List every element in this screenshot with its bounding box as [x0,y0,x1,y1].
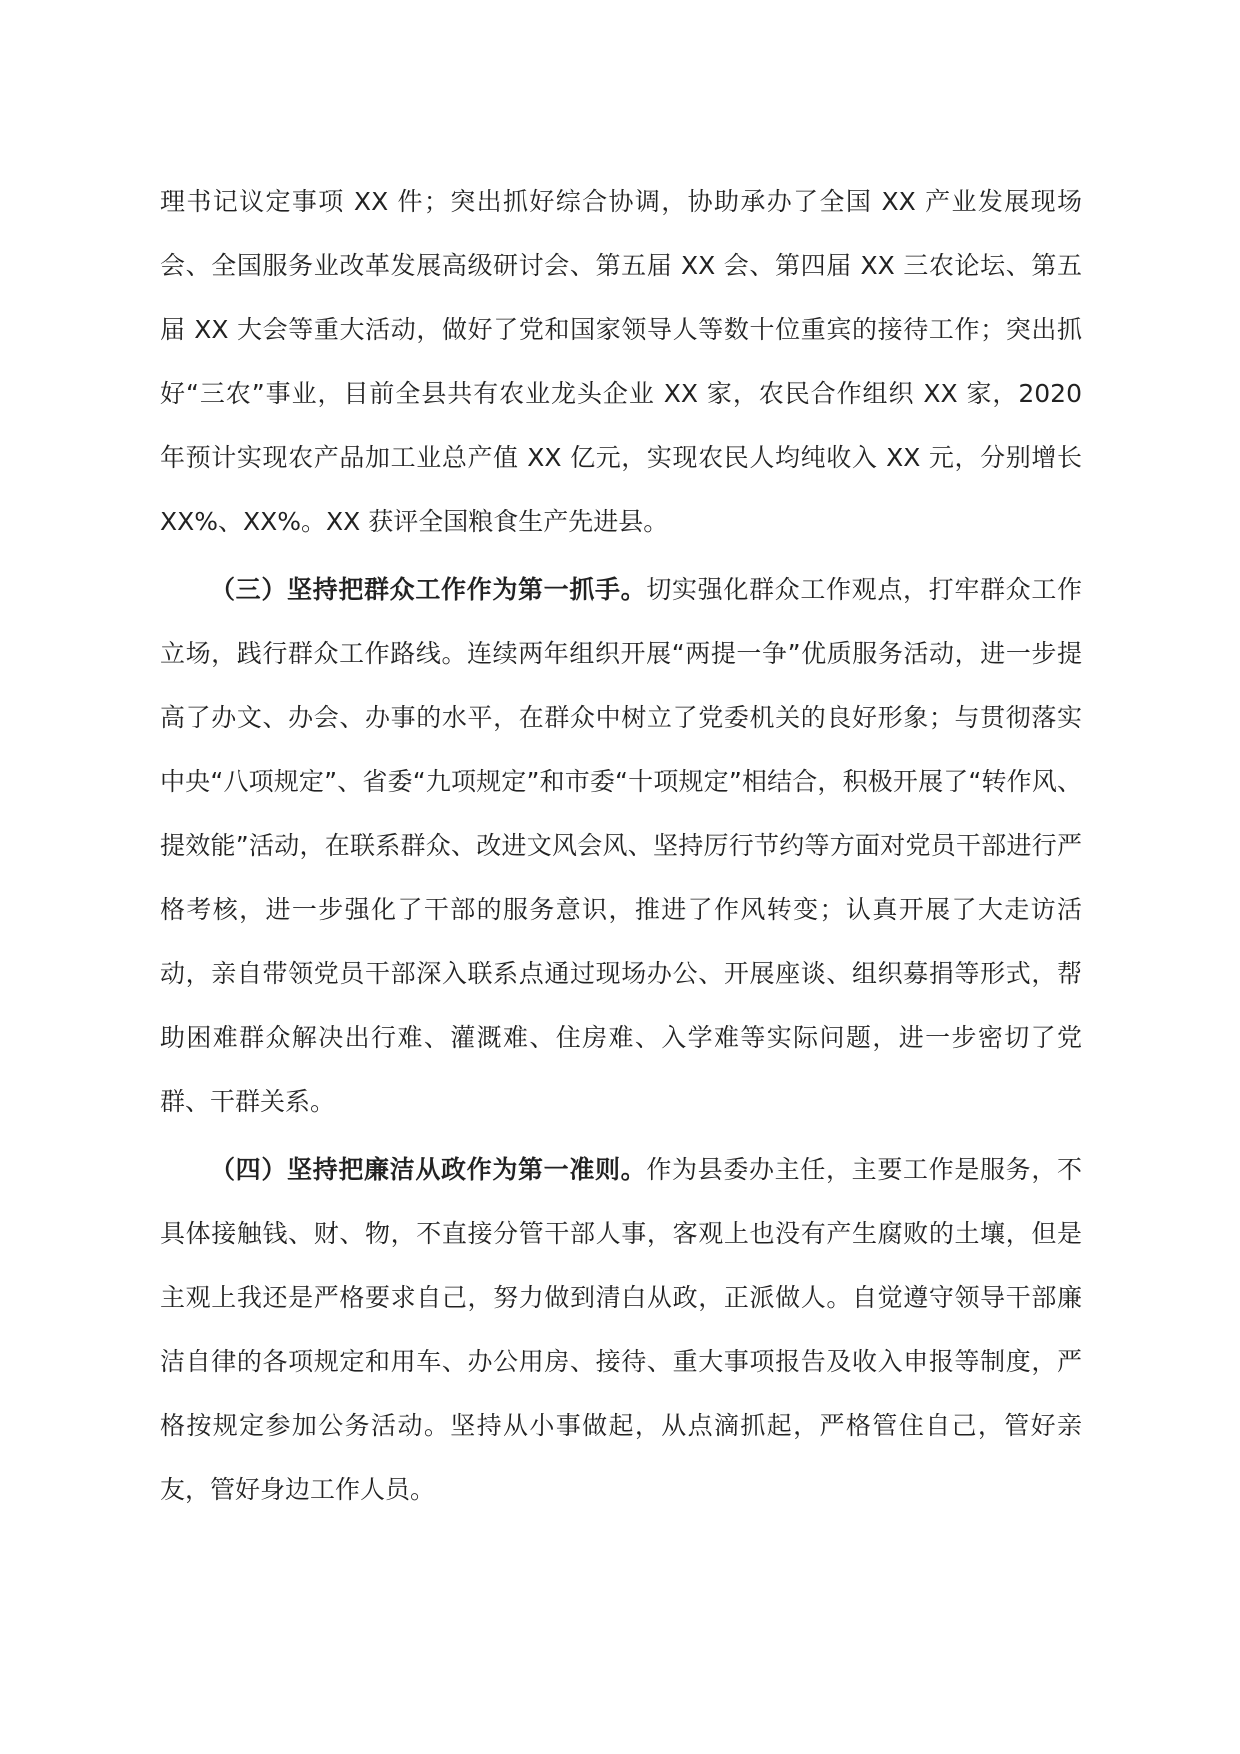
section-3-body: 切实强化群众工作观点，打牢群众工作立场，践行群众工作路线。连续两年组织开展“两提一争”优质服务活动，进一步提高了办文、办会、办事的水平，在群众中树立了党委机关的良好形象；与贯彻落实中央“八项规定”、省委“九项规定”和市委“十项规定”相结合，积极开展了“转作风、提效能”活动，在联系群众、改进文风会风、坚持厉行节约等方面对党员干部进行严格考核，进一步强化了干部的服务意识，推进了作风转变；认真开展了大走访活动，亲自带领党员干部深入联系点通过现场办公、开展座谈、组织募捐等形式，帮助困难群众解决出行难、灌溉难、住房难、入学难等实际问题，进一步密切了党群、干群关系。 [160,575,1082,1116]
section-3-paragraph [160,558,1082,1134]
section-4-heading: （四）坚持把廉洁从政作为第一准则。 [210,1155,647,1184]
section-3-heading: （三）坚持把群众工作作为第一抓手。 [210,575,647,604]
section-4-body: 作为县委办主任，主要工作是服务，不具体接触钱、财、物，不直接分管干部人事，客观上也没有产生腐败的土壤，但是主观上我还是严格要求自己，努力做到清白从政，正派做人。自觉遵守领导干部廉洁自律的各项规定和用车、办公用房、接待、重大事项报告及收入申报等制度，严格按规定参加公务活动。坚持从小事做起，从点滴抓起，严格管住自己，管好亲友，管好身边工作人员。 [160,1155,1082,1504]
document-body [160,170,1082,1522]
section-4-paragraph [160,1138,1082,1522]
paragraph-text: 理书记议定事项 XX 件；突出抓好综合协调，协助承办了全国 XX 产业发展现场会、全国服务业改革发展高级研讨会、第五届 XX 会、第四届 XX 三农论坛、第五届 XX 大会等重大活动，做好了党和国家领导人等数十位重宾的接待工作；突出抓好“三农”事业，目前全县共有农业龙头企业 XX 家，农民合作组织 XX 家，2020 年预计实现农产品加工业总产值 XX 亿元，实现农民人均纯收入 XX 元，分别增长 XX%、XX%。XX 获评全国粮食生产先进县。 [160,187,1082,536]
paragraph-continuation [160,170,1082,554]
